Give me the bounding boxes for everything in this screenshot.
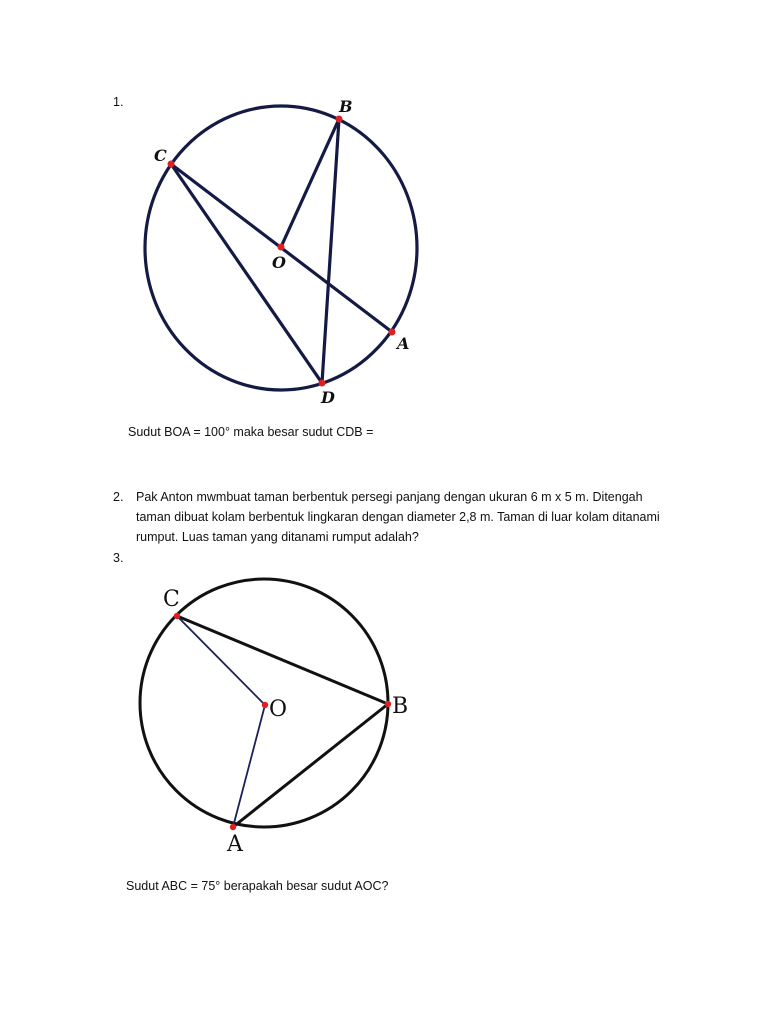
figure-1-label-A: A bbox=[397, 334, 410, 353]
question-2-line-2: taman dibuat kolam berbentuk lingkaran dengan diameter 2,8 m. Taman di luar kolam ditanami bbox=[136, 510, 660, 524]
figure-3-line-BA bbox=[233, 704, 388, 827]
question-2-number: 2. bbox=[113, 490, 124, 504]
figure-3-point-O bbox=[262, 702, 268, 708]
figure-3-point-A bbox=[230, 824, 236, 830]
figure-3-label-A: A bbox=[227, 832, 243, 857]
question-1-number: 1. bbox=[113, 95, 124, 109]
figure-3-label-O: O bbox=[269, 697, 288, 722]
figure-3-line-CB bbox=[177, 616, 388, 704]
figure-3-line-OA bbox=[233, 705, 265, 827]
figure-3-point-B bbox=[385, 701, 391, 707]
question-3-number: 3. bbox=[113, 551, 124, 565]
figure-1-label-B: B bbox=[339, 97, 353, 116]
question-2-line-3: rumput. Luas taman yang ditanami rumput adalah? bbox=[136, 530, 419, 544]
figure-3-line-CO bbox=[177, 616, 265, 705]
figure-1-label-O: O bbox=[272, 253, 286, 272]
figure-3-label-B: B bbox=[392, 694, 409, 719]
question-2-line-1: Pak Anton mwmbuat taman berbentuk persegi panjang dengan ukuran 6 m x 5 m. Ditengah bbox=[136, 490, 643, 504]
question-1-text: Sudut BOA = 100° maka besar sudut CDB = bbox=[128, 425, 374, 439]
figure-3-point-C bbox=[174, 613, 180, 619]
question-3-text: Sudut ABC = 75° berapakah besar sudut AOC? bbox=[126, 879, 389, 893]
figure-3-label-C: C bbox=[163, 587, 180, 612]
figure-1-label-C: C bbox=[154, 146, 167, 165]
figure-1-label-D: D bbox=[321, 388, 335, 407]
